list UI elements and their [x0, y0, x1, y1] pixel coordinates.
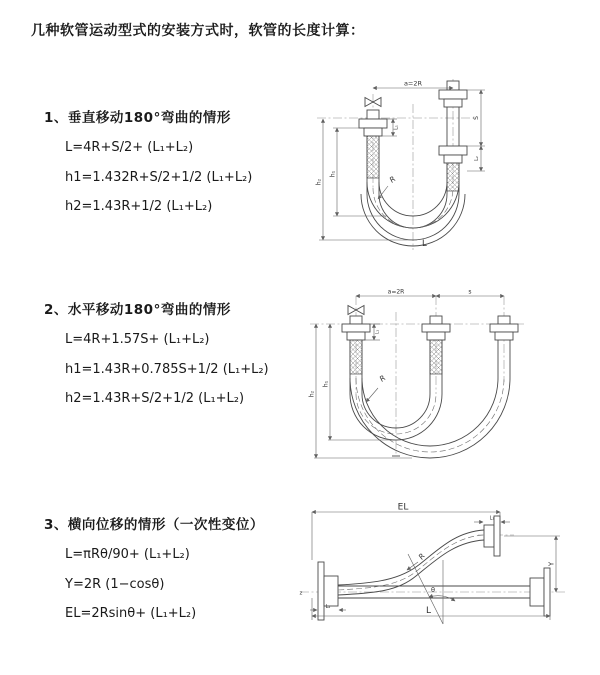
section-2-heading: 2、水平移动180°弯曲的情形 [44, 302, 231, 318]
dim-label-s: S [473, 116, 480, 120]
dim-label-h2: h₂ [315, 178, 323, 186]
formula-line: h2=1.43R+1/2 (L₁+L₂) [65, 199, 213, 214]
dim-label-l1: L₁ [489, 515, 495, 522]
braided-hose-section [447, 163, 459, 191]
left-flange [318, 562, 338, 620]
formula-line: h2=1.43R+S/2+1/2 (L₁+L₂) [65, 391, 245, 406]
dimension-lines [310, 512, 560, 620]
section-horizontal-movement [44, 298, 334, 414]
dim-label-s: s [468, 288, 472, 296]
dim-label-h1: h₁ [329, 170, 337, 178]
radius-label-r: R [416, 551, 427, 562]
formula-line: L=4R+S/2+ (L₁+L₂) [65, 140, 194, 155]
formula-line: Y=2R (1−cosθ) [65, 576, 165, 592]
dim-label-l1: L₁ [393, 125, 400, 130]
radius-label-r: R [377, 373, 388, 384]
braided-hose-section [367, 136, 379, 178]
page-title: 几种软管运动型式的安装方式时，软管的长度计算： [31, 23, 365, 39]
radius-label-r: R [387, 174, 398, 185]
centerlines [300, 535, 566, 592]
formula-line: h1=1.43R+0.785S+1/2 (L₁+L₂) [65, 361, 269, 377]
formula-line: EL=2Rsinθ+ (L₁+L₂) [65, 606, 197, 621]
dim-label-l1: L₁ [375, 329, 381, 335]
dim-label-l2: L₂ [325, 604, 331, 610]
diagram-vertical-180-bend [313, 70, 528, 255]
right-flange [530, 568, 550, 616]
formula-line: L=πRθ/90+ (L₁+L₂) [65, 547, 190, 562]
braided-hose-section [430, 340, 442, 374]
section-vertical-movement [44, 106, 334, 222]
formula-line: h1=1.432R+S/2+1/2 (L₁+L₂) [65, 169, 253, 185]
braided-hose-section [350, 340, 362, 374]
dim-label-h1: h₁ [322, 380, 330, 388]
diagram-lateral-displacement [298, 502, 588, 657]
upper-flange-displaced [484, 516, 500, 556]
length-label-l: L [422, 239, 427, 249]
dim-label-l2: L₂ [474, 156, 480, 161]
section-lateral-displacement [44, 513, 334, 629]
dim-label-h2: h₂ [308, 390, 316, 398]
dim-label-a2r: a=2R [403, 79, 423, 88]
section-1-heading: 1、垂直移动180°弯曲的情形 [44, 110, 231, 126]
s-curve-hose-displaced [338, 530, 484, 595]
dim-label-a2r: a=2R [387, 288, 405, 296]
centerlines [310, 296, 524, 456]
angle-label-theta: θ [431, 586, 435, 594]
axis-break-mark: z [299, 590, 303, 597]
section-3-heading: 3、横向位移的情形（一次性变位） [44, 517, 264, 533]
dimension-lines [314, 296, 504, 458]
diagram-horizontal-180-bend [308, 282, 583, 462]
formula-line: L=4R+1.57S+ (L₁+L₂) [65, 332, 210, 347]
dim-label-l: L [426, 606, 432, 616]
dim-label-el: EL [397, 502, 409, 513]
right-pipe-fitting [439, 81, 467, 194]
dim-label-y: Y [547, 561, 556, 567]
